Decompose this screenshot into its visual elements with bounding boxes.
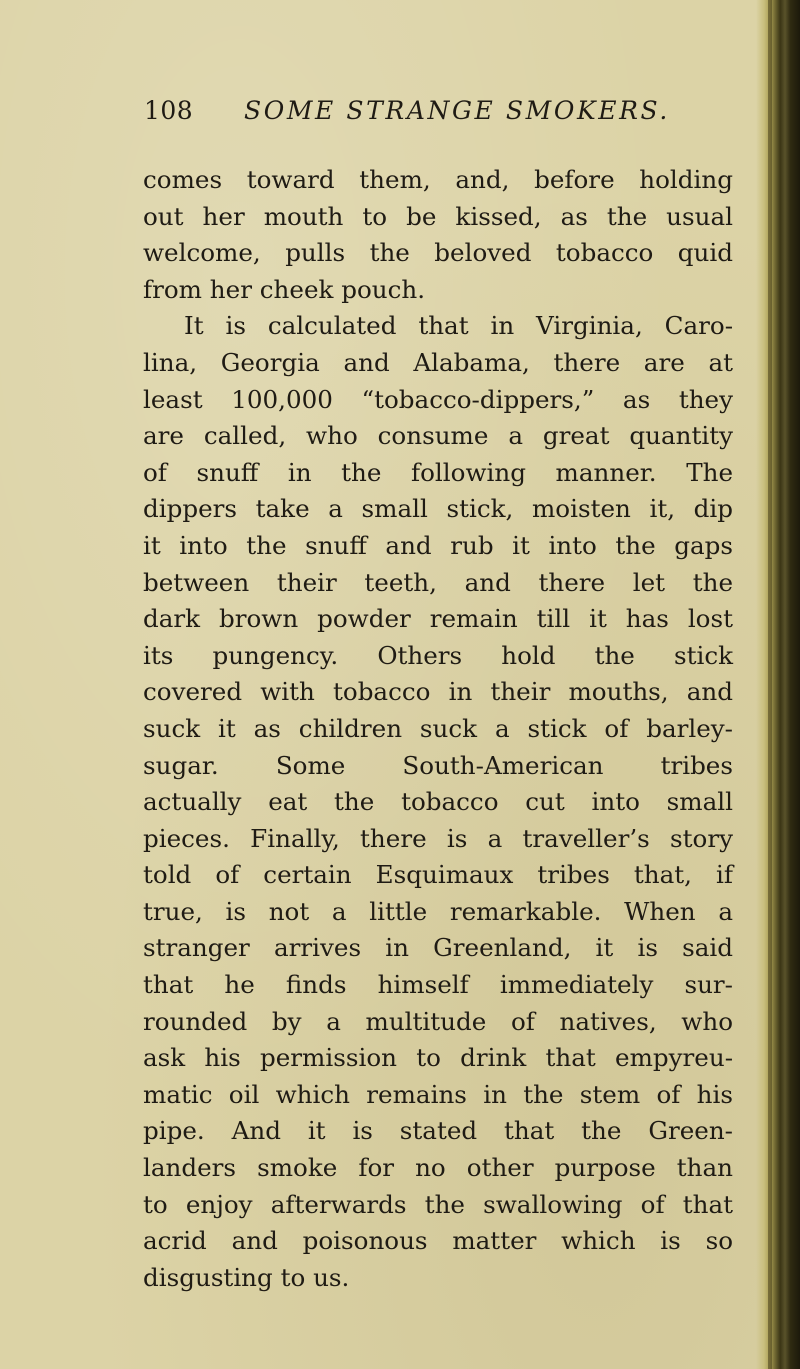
text-line: covered with tobacco in their mouths, and <box>143 677 733 707</box>
text-line: are called, who consume a great quantity <box>143 421 733 451</box>
text-line: It is calculated that in Virginia, Caro- <box>184 311 733 341</box>
text-line: landers smoke for no other purpose than <box>143 1153 733 1183</box>
text-line: ask his permission to drink that empyreu- <box>143 1043 733 1073</box>
text-line: actually eat the tobacco cut into small <box>143 787 733 817</box>
text-line: dippers take a small stick, moisten it, dip <box>143 494 733 524</box>
text-line: welcome, pulls the beloved tobacco quid <box>143 238 733 268</box>
text-line: least 100,000 “tobacco-dippers,” as they <box>143 384 733 414</box>
text-line: dark brown powder remain till it has lost <box>143 604 733 634</box>
page-header <box>144 96 744 136</box>
text-line: stranger arrives in Greenland, it is said <box>143 933 733 963</box>
text-line: matic oil which remains in the stem of his <box>143 1079 733 1109</box>
text-line: lina, Georgia and Alabama, there are at <box>143 347 733 377</box>
text-line: pieces. Finally, there is a traveller’s story <box>143 823 733 853</box>
text-line: suck it as children suck a stick of barley- <box>143 713 733 743</box>
text-line: between their teeth, and there let the <box>143 567 733 597</box>
text-line: pipe. And it is stated that the Green- <box>143 1116 733 1146</box>
text-line: disgusting to us. <box>143 1262 350 1292</box>
body-text <box>143 162 733 1296</box>
text-line: of snuff in the following manner. The <box>143 457 733 487</box>
text-line: acrid and poisonous matter which is so <box>143 1226 733 1256</box>
text-line: sugar. Some South-American tribes <box>143 750 733 780</box>
text-line: true, is not a little remarkable. When a <box>143 896 733 926</box>
text-line: comes toward them, and, before holding <box>143 165 733 194</box>
page-number: 108 <box>144 96 194 125</box>
text-line: out her mouth to be kissed, as the usual <box>143 201 733 231</box>
text-line: that he finds himself immediately sur- <box>143 970 733 1000</box>
page-edge-line <box>768 0 772 1369</box>
text-line: its pungency. Others hold the stick <box>143 640 733 670</box>
running-title: SOME STRANGE SMOKERS. <box>244 96 670 125</box>
page-edge-shadow <box>756 0 800 1369</box>
text-line: from her cheek pouch. <box>143 274 426 304</box>
text-line: it into the snuff and rub it into the gaps <box>143 530 733 560</box>
text-line: to enjoy afterwards the swallowing of that <box>143 1189 733 1219</box>
text-line: rounded by a multitude of natives, who <box>143 1006 733 1036</box>
text-line: told of certain Esquimaux tribes that, if <box>143 860 733 890</box>
